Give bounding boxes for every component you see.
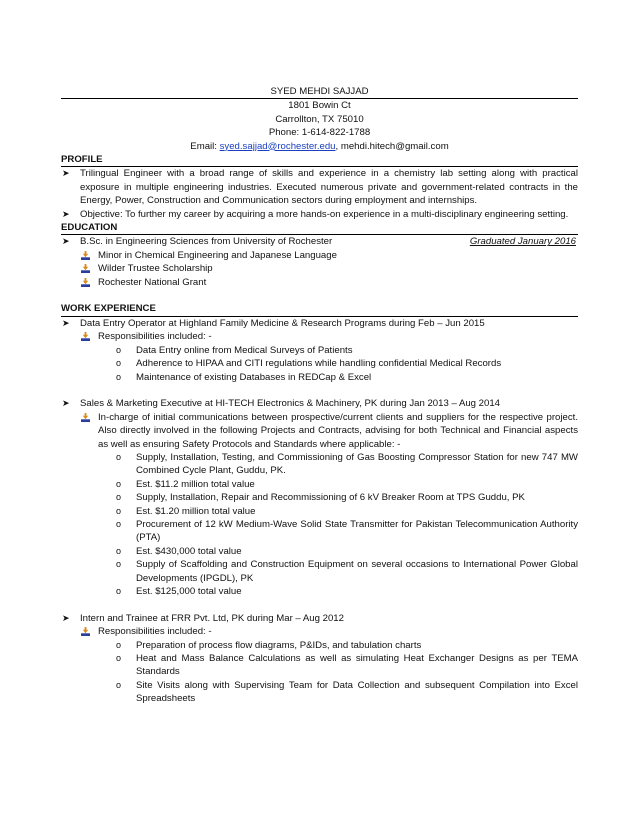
job-item: o Est. $125,000 total value [116, 586, 242, 597]
hollow-circle-bullet-icon: o [116, 478, 122, 489]
hollow-circle-bullet-icon: o [116, 586, 122, 596]
down-arrow-bullet-icon [81, 251, 90, 260]
job-item: o Supply, Installation, Testing, and Commissioning of Gas Boosting Compressor Station for new 747 MW Combined Cycle Plant, Guddu, PK. [116, 451, 578, 477]
right-arrow-bullet-icon: ➤ [62, 612, 70, 623]
job-item: o Supply of Scaffolding and Construction Equipment on several occasions to International Power Global Developments (IPGDL), PK [116, 559, 578, 584]
hollow-circle-bullet-icon: o [116, 653, 122, 664]
address-line-2: Carrollton, TX 75010 [275, 113, 364, 125]
job-item: o Adherence to HIPAA and CITI regulations while handling confidential Medical Records [116, 358, 502, 370]
education-detail: Rochester National Grant [61, 276, 578, 289]
profile-heading: PROFILE [61, 153, 578, 167]
graduation-date: Graduated January 2016 [469, 236, 576, 248]
job-item: o Data Entry online from Medical Surveys of Patients [116, 344, 353, 356]
hollow-circle-bullet-icon: o [116, 505, 122, 516]
hollow-circle-bullet-icon: o [116, 545, 122, 556]
education-detail: Wilder Trustee Scholarship [61, 262, 578, 275]
email-label: Email: [190, 140, 220, 152]
down-arrow-bullet-icon [81, 413, 90, 422]
education-detail: Minor in Chemical Engineering and Japanese Language [61, 249, 578, 262]
job-item: o Supply, Installation, Repair and Recommissioning of 6 kV Breaker Room at TPS Guddu, PK [116, 492, 525, 504]
email-primary-link[interactable]: syed.sajjad@rochester.edu [219, 140, 336, 152]
resume-name: SYED MEHDI SAJJAD [61, 85, 578, 99]
email-secondary: , mehdi.hitech@gmail.com [335, 140, 449, 152]
email-line [61, 140, 578, 153]
job-item: o Heat and Mass Balance Calculations as well as simulating Heat Exchanger Designs as per TEMA Standards [116, 653, 578, 678]
hollow-circle-bullet-icon: o [116, 559, 122, 570]
right-arrow-bullet-icon: ➤ [62, 208, 70, 219]
profile-item: ➤ Objective: To further my career by acquiring a more hands-on experience in a multi-disciplinary engineering setting. [62, 208, 569, 220]
job-item: o Est. $430,000 total value [116, 545, 242, 557]
address-line-1: 1801 Bowin Ct [288, 100, 351, 112]
hollow-circle-bullet-icon: o [116, 639, 122, 650]
hollow-circle-bullet-icon: o [116, 679, 122, 690]
hollow-circle-bullet-icon: o [116, 518, 122, 529]
right-arrow-bullet-icon: ➤ [62, 236, 70, 247]
job-item: o Preparation of process flow diagrams, P&IDs, and tabulation charts [116, 639, 422, 651]
hollow-circle-bullet-icon: o [116, 358, 122, 369]
down-arrow-bullet-icon [81, 627, 90, 636]
job-title: ➤ Sales & Marketing Executive at HI-TECH Electronics & Machinery, PK during Jan 2013 – Aug 2014 [62, 398, 501, 410]
job-item: o Maintenance of existing Databases in REDCap & Excel [116, 371, 372, 383]
hollow-circle-bullet-icon: o [116, 371, 122, 382]
work-heading: WORK EXPERIENCE [61, 302, 578, 316]
job-subheading: In-charge of initial communications between prospective/current clients and suppliers for the respective project. Also directly involved in the following Projects and Contracts, advising for both Technical and Financial aspects as well as ensuring Safety Protocols and Standards where applicable: - [61, 411, 578, 451]
phone-line: Phone: 1-614-822-1788 [268, 127, 371, 139]
hollow-circle-bullet-icon: o [116, 451, 122, 462]
right-arrow-bullet-icon: ➤ [62, 317, 70, 328]
job-title: ➤ Intern and Trainee at FRR Pvt. Ltd, PK during Mar – Aug 2012 [62, 612, 344, 624]
profile-item: ➤ Trilingual Engineer with a broad range of skills and experience in a chemistry lab setting along with practical exposure in multiple engineering industries. Executed numerous private and government-related contracts in the Energy, Power, Construction and Communication sectors during employment and internships. [62, 168, 578, 207]
hollow-circle-bullet-icon: o [116, 344, 122, 355]
resume-page [61, 85, 578, 706]
down-arrow-bullet-icon [81, 264, 90, 273]
job-item: o Est. $1.20 million total value [116, 505, 256, 517]
right-arrow-bullet-icon: ➤ [62, 398, 70, 409]
education-degree: ➤ B.Sc. in Engineering Sciences from University of Rochester Graduated January 2016 [62, 236, 576, 248]
job-item: o Est. $11.2 million total value [116, 478, 255, 490]
job-title: ➤ Data Entry Operator at Highland Family Medicine & Research Programs during Feb – Jun 2015 [62, 317, 485, 329]
job-item: o Site Visits along with Supervising Team for Data Collection and subsequent Compilation into Excel Spreadsheets [116, 679, 578, 705]
right-arrow-bullet-icon: ➤ [62, 168, 70, 179]
job-subheading: Responsibilities included: - [61, 330, 578, 343]
hollow-circle-bullet-icon: o [116, 492, 122, 503]
education-heading: EDUCATION [61, 221, 578, 235]
down-arrow-bullet-icon [81, 332, 90, 341]
job-item: o Procurement of 12 kW Medium-Wave Solid State Transmitter for Pakistan Telecommunication Authority (PTA) [116, 518, 578, 544]
down-arrow-bullet-icon [81, 278, 90, 287]
job-subheading: Responsibilities included: - [61, 625, 578, 638]
